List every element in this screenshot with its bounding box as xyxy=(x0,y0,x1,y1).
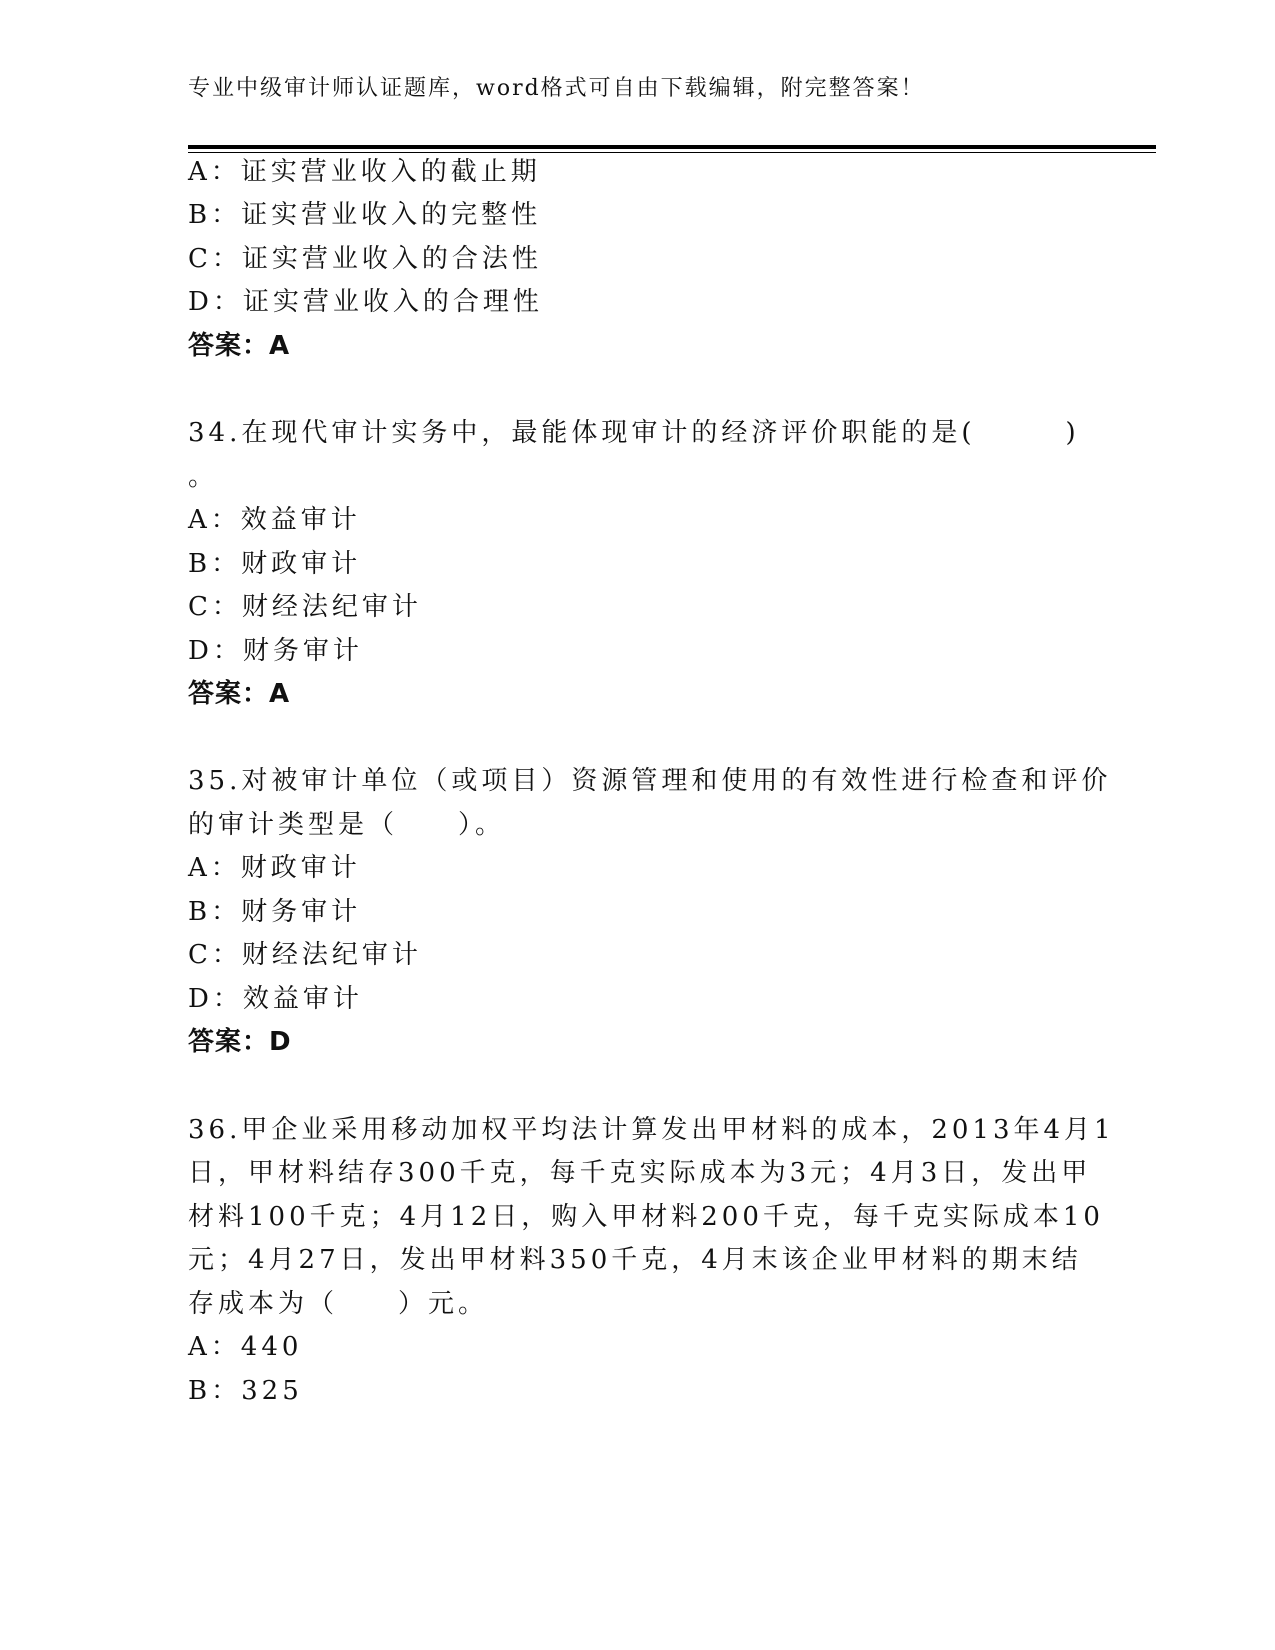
question-34-text: 34.在现代审计实务中，最能体现审计的经济评价职能的是( ) xyxy=(188,418,1080,448)
question-36-text: 元；4月27日，发出甲材料350千克，4月末该企业甲材料的期末结 xyxy=(188,1245,1082,1275)
question-36-text: 36.甲企业采用移动加权平均法计算发出甲材料的成本，2013年4月1 xyxy=(188,1115,1115,1145)
option-b: B：财政审计 xyxy=(188,549,362,579)
option-b: B：证实营业收入的完整性 xyxy=(188,200,542,230)
answer: 答案：A xyxy=(188,679,291,709)
header-rule-thin xyxy=(188,152,1156,153)
question-35-text: 35.对被审计单位（或项目）资源管理和使用的有效性进行检查和评价 xyxy=(188,766,1112,796)
option-b: B：325 xyxy=(188,1376,303,1406)
option-d: D：财务审计 xyxy=(188,636,363,666)
answer: 答案：A xyxy=(188,331,291,361)
answer: 答案：D xyxy=(188,1027,292,1057)
option-a: A：证实营业收入的截止期 xyxy=(188,157,541,187)
option-c: C：证实营业收入的合法性 xyxy=(188,244,542,274)
option-a: A：440 xyxy=(188,1332,303,1362)
option-b: B：财务审计 xyxy=(188,897,362,927)
question-35-text: 的审计类型是（ ）。 xyxy=(188,810,506,840)
question-36-text: 存成本为（ ）元。 xyxy=(188,1289,489,1319)
header-rule-thick xyxy=(188,145,1156,149)
option-c: C：财经法纪审计 xyxy=(188,940,422,970)
option-d: D：证实营业收入的合理性 xyxy=(188,287,543,317)
question-36-text: 材料100千克；4月12日，购入甲材料200千克，每千克实际成本10 xyxy=(188,1202,1104,1232)
option-c: C：财经法纪审计 xyxy=(188,592,422,622)
question-36-text: 日，甲材料结存300千克，每千克实际成本为3元；4月3日，发出甲 xyxy=(188,1158,1092,1188)
option-d: D：效益审计 xyxy=(188,984,363,1014)
option-a: A：财政审计 xyxy=(188,853,361,883)
option-a: A：效益审计 xyxy=(188,505,361,535)
question-34-text: 。 xyxy=(188,462,219,492)
page-header: 专业中级审计师认证题库，word格式可自由下载编辑，附完整答案！ xyxy=(188,76,925,101)
